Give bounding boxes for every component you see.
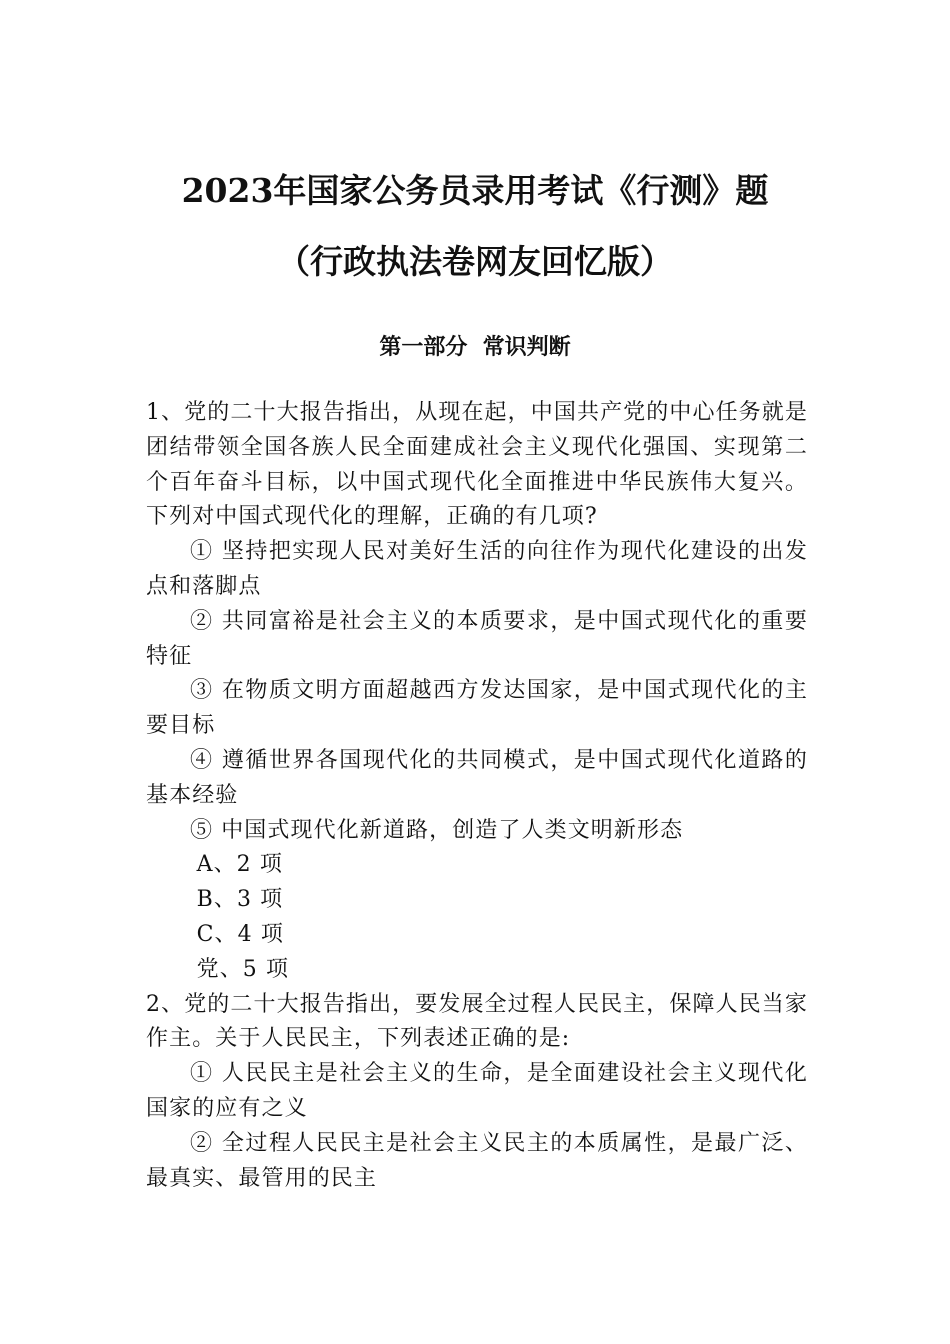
question-1-statement-2: ② 共同富裕是社会主义的本质要求，是中国式现代化的重要特征 [146,608,808,669]
document-title-line-1: 2023年国家公务员录用考试《行测》题 [181,171,769,210]
section-heading: 第一部分 常识判断 [379,335,571,360]
question-1-statement-1: ① 坚持把实现人民对美好生活的向往作为现代化建设的出发点和落脚点 [146,539,808,599]
question-2-statement-2: ② 全过程人民民主是社会主义民主的本质属性，是最广泛、最真实、最管用的民主 [146,1130,808,1191]
question-1-option-a: A、2 项 [196,852,283,878]
question-1-option-c: C、4 项 [196,921,284,947]
question-1-statement-3: ③ 在物质文明方面超越西方发达国家，是中国式现代化的主要目标 [146,678,808,739]
question-1-option-d: 党、5 项 [196,956,290,982]
question-1-option-b: B、3 项 [196,887,284,913]
question-1-statement-4: ④ 遵循世界各国现代化的共同模式，是中国式现代化道路的基本经验 [146,747,808,808]
question-2-stem: 2、党的二十大报告指出，要发展全过程人民民主，保障人民当家作主。关于人民民主，下列表述正确的是: [146,991,808,1052]
question-2-statement-1: ① 人民民主是社会主义的生命，是全面建设社会主义现代化国家的应有之义 [146,1061,808,1121]
question-1-statement-5: ⑤ 中国式现代化新道路，创造了人类文明新形态 [190,817,684,843]
document-body [146,396,808,1196]
document-title-line-2: （行政执法卷网友回忆版） [277,242,673,281]
question-1-stem: 1、党的二十大报告指出，从现在起，中国共产党的中心任务就是团结带领全国各族人民全面建成社会主义现代化强国、实现第二个百年奋斗目标，以中国式现代化全面推进中华民族伟大复兴。下列对中国式现代化的理解，正确的有几项? [146,400,808,530]
